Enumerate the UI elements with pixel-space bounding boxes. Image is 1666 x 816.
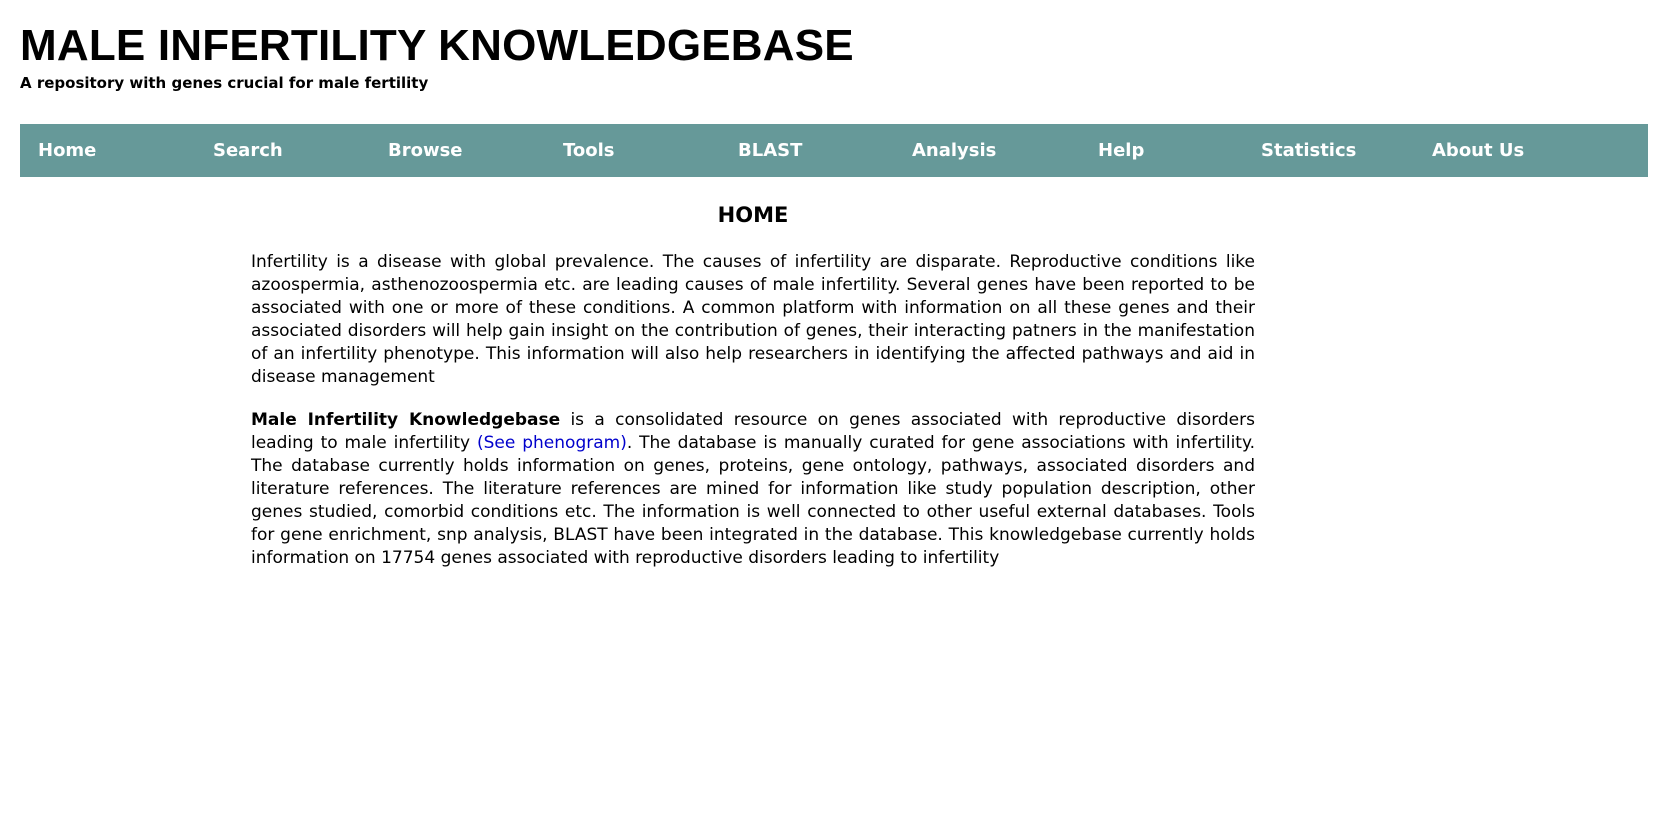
site-title: MALE INFERTILITY KNOWLEDGEBASE xyxy=(20,21,854,70)
kb-name: Male Infertility Knowledgebase xyxy=(251,410,561,430)
nav-item-browse[interactable]: Browse xyxy=(388,140,463,161)
nav-item-about-us[interactable]: About Us xyxy=(1432,140,1525,161)
description-text-2: . The database is manually curated for gene associations with infertility. The database currently holds information on genes, proteins, gene ontology, pathways, associated disorders and literature references. The literature references are mined for information like study population description, other genes studied, comorbid conditions etc. The information is well connected to other useful external databases. Tools for gene enrichment, snp analysis, BLAST have been integrated in the database. This knowledgebase currently holds information on 17754 genes associated with reproductive disorders leading to infertility xyxy=(251,433,1255,568)
main-content xyxy=(251,251,1255,590)
nav-item-blast[interactable]: BLAST xyxy=(738,140,803,161)
nav-item-statistics[interactable]: Statistics xyxy=(1261,140,1357,161)
nav-item-home[interactable]: Home xyxy=(38,140,97,161)
nav-item-tools[interactable]: Tools xyxy=(563,140,615,161)
nav-item-help[interactable]: Help xyxy=(1098,140,1145,161)
description-text-1: is a consolidated resource on genes associated with reproductive disorders leading to male infertility xyxy=(251,410,1255,453)
phenogram-link[interactable]: (See phenogram) xyxy=(477,433,627,453)
main-navbar xyxy=(20,124,1648,177)
intro-paragraph: Infertility is a disease with global prevalence. The causes of infertility are disparate. Reproductive conditions like azoospermia, asthenozoospermia etc. are leading causes of male infertility. Several genes have been reported to be associated with one or more of these conditions. A common platform with information on all these genes and their associated disorders will help gain insight on the contribution of genes, their interacting patners in the manifestation of an infertility phenotype. This information will also help researchers in identifying the affected pathways and aid in disease management xyxy=(251,252,1255,387)
site-subtitle: A repository with genes crucial for male fertility xyxy=(20,74,429,92)
nav-item-search[interactable]: Search xyxy=(213,140,283,161)
nav-item-analysis[interactable]: Analysis xyxy=(912,140,997,161)
description-paragraph xyxy=(251,409,1255,570)
page-heading: HOME xyxy=(717,203,789,227)
